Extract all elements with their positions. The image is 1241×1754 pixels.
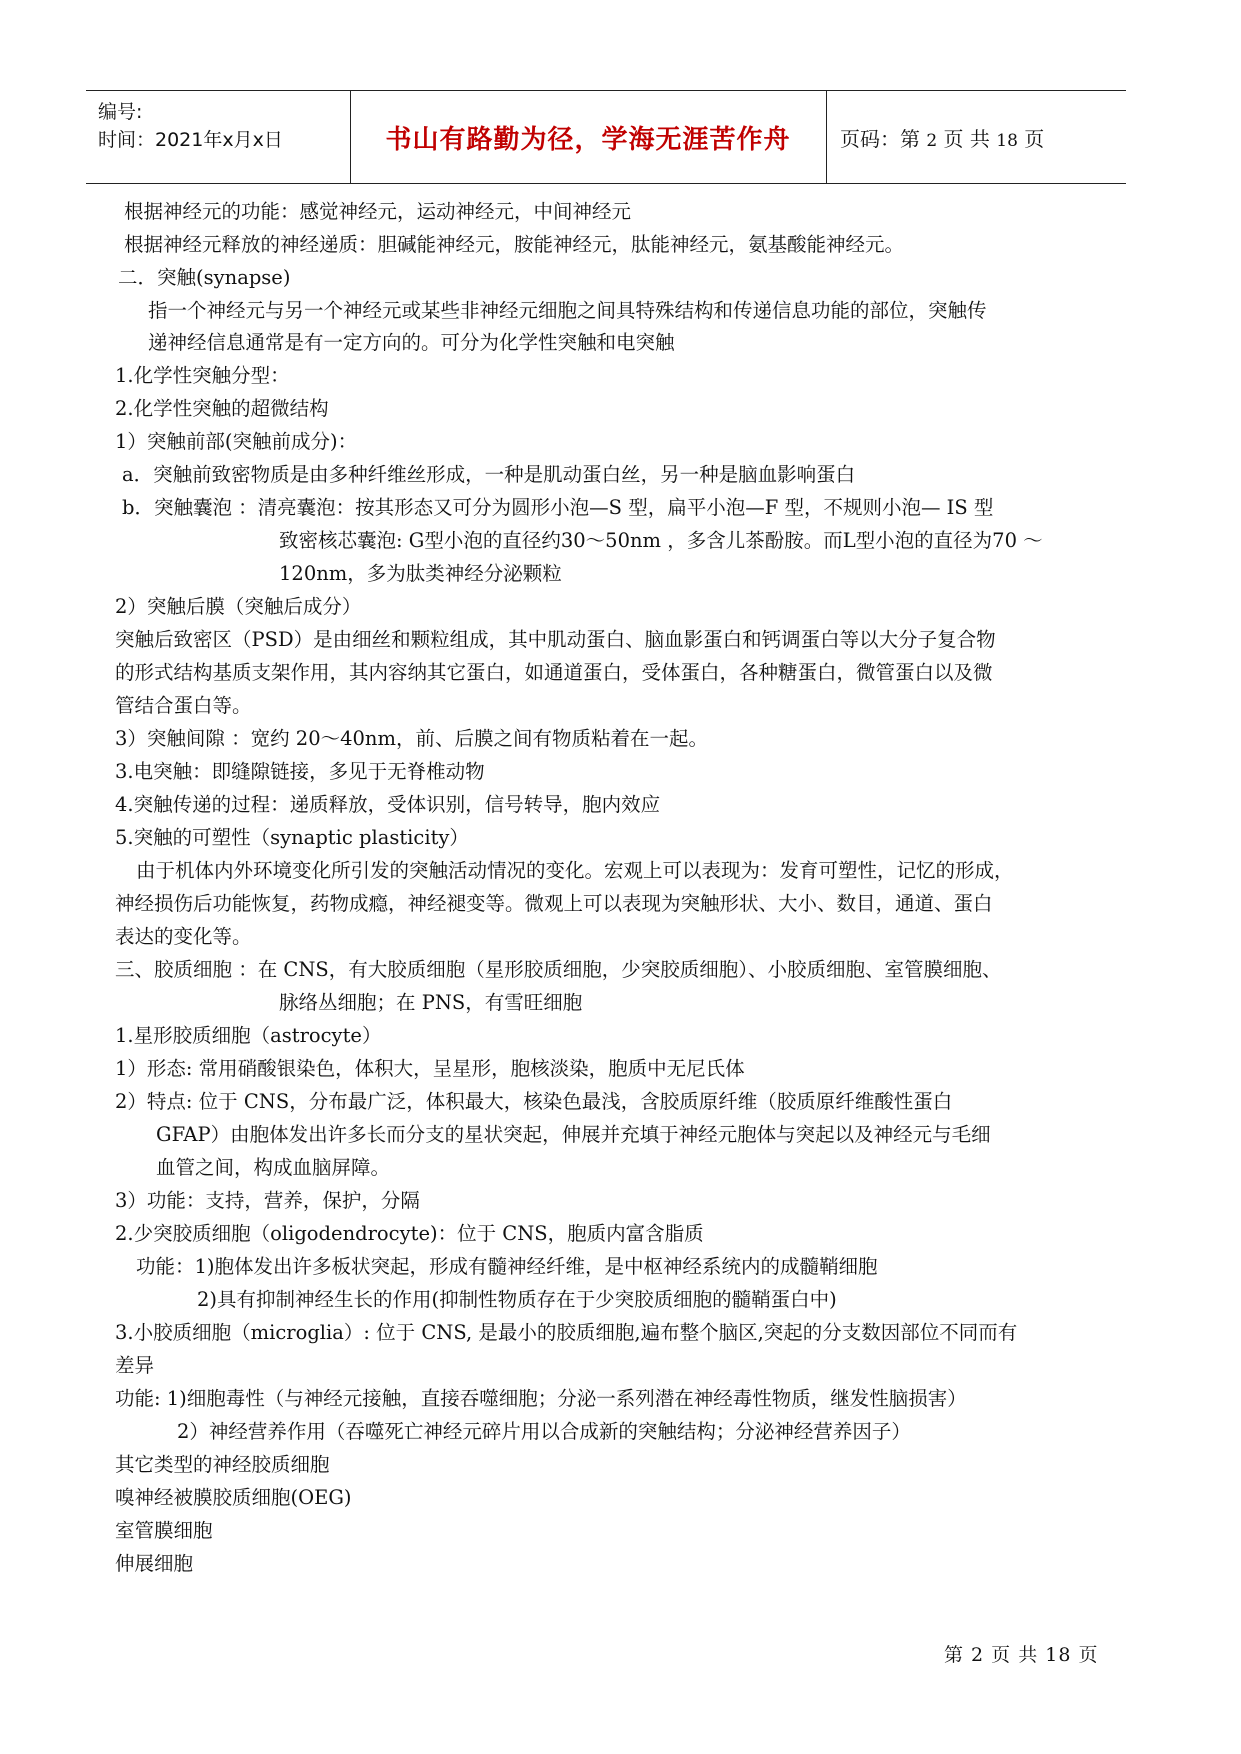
page-number: 2 [926, 130, 938, 151]
document-number-label: 编号: [98, 101, 143, 123]
text-line: 3）功能：支持，营养，保护，分隔 [115, 1189, 420, 1212]
text-line: b．突触囊泡 ：清亮囊泡：按其形态又可分为圆形小泡—S 型，扁平小泡—F 型，不规则小泡— IS 型 [122, 496, 994, 519]
text-line: 2.化学性突触的超微结构 [115, 397, 329, 420]
text-line: 致密核芯囊泡: G型小泡的直径约30～50nm ，多含儿茶酚胺。而L型小泡的直径为70 ～ [279, 529, 1043, 552]
text-line: 血管之间，构成血脑屏障。 [156, 1156, 391, 1179]
text-line: 5.突触的可塑性（synaptic plasticity） [115, 826, 469, 849]
page-header [86, 90, 1126, 184]
text-line: 伸展细胞 [115, 1552, 194, 1575]
text-line: 嗅神经被膜胶质细胞(OEG) [115, 1486, 352, 1509]
page-total: 18 [996, 130, 1018, 151]
text-line: 突触后致密区（PSD）是由细丝和颗粒组成，其中肌动蛋白、脑血影蛋白和钙调蛋白等以大分子复合物 [115, 628, 996, 651]
text-line: 4.突触传递的过程：递质释放，受体识别，信号转导，胞内效应 [115, 793, 661, 816]
text-line: 的形式结构基质支架作用，其内容纳其它蛋白，如通道蛋白，受体蛋白，各种糖蛋白，微管蛋白以及微 [115, 661, 993, 684]
text-line: 根据神经元的功能：感觉神经元，运动神经元，中间神经元 [124, 200, 632, 223]
header-left-cell [86, 91, 351, 183]
text-line: 1）突触前部(突触前成分)： [115, 430, 358, 453]
text-line: GFAP）由胞体发出许多长而分支的星状突起，伸展并充填于神经元胞体与突起以及神经元与毛细 [156, 1123, 991, 1146]
text-line: 功能: 1)细胞毒性（与神经元接触，直接吞噬细胞；分泌一系列潜在神经毒性物质，继发性脑损害） [115, 1387, 967, 1410]
text-line: 2）特点: 位于 CNS，分布最广泛，体积最大，核染色最浅，含胶质原纤维（胶质原纤维酸性蛋白 [115, 1090, 953, 1113]
text-line: 2）神经营养作用（吞噬死亡神经元碎片用以合成新的突触结构；分泌神经营养因子） [177, 1420, 911, 1443]
header-page-info [840, 123, 1044, 152]
header-page-cell [826, 91, 1126, 183]
text-line: 3.电突触：即缝隙链接，多见于无脊椎动物 [115, 760, 485, 783]
text-line: 120nm，多为肽类神经分泌颗粒 [279, 562, 562, 585]
text-line: 1）形态: 常用硝酸银染色，体积大，呈星形，胞核淡染，胞质中无尼氏体 [115, 1057, 745, 1080]
header-motto-cell [350, 91, 827, 183]
text-line: a．突触前致密物质是由多种纤维丝形成，一种是肌动蛋白丝，另一种是脑血影响蛋白 [122, 463, 856, 486]
text-line: 3）突触间隙 ：宽约 20～40nm，前、后膜之间有物质粘着在一起。 [115, 727, 708, 750]
text-line: 1.星形胶质细胞（astrocyte） [115, 1024, 382, 1047]
text-line: 2）突触后膜（突触后成分） [115, 595, 362, 618]
motto-text: 书山有路勤为径，学海无涯苦作舟 [385, 124, 791, 155]
page-suffix: 页 [1024, 126, 1045, 151]
text-line: 由于机体内外环境变化所引发的突触活动情况的变化。宏观上可以表现为：发育可塑性，记忆的形成， [136, 859, 1014, 882]
text-line: 2)具有抑制神经生长的作用(抑制性物质存在于少突胶质细胞的髓鞘蛋白中) [197, 1288, 837, 1311]
text-line: 差异 [115, 1354, 155, 1377]
text-line: 2.少突胶质细胞（oligodendrocyte)：位于 CNS，胞质内富含脂质 [115, 1222, 704, 1245]
text-line: 递神经信息通常是有一定方向的。可分为化学性突触和电突触 [148, 331, 675, 354]
text-line: 表达的变化等。 [115, 925, 252, 948]
text-line: 室管膜细胞 [115, 1519, 213, 1542]
page-footer: 第 2 页 共 18 页 [944, 1644, 1099, 1666]
text-line: 功能：1)胞体发出许多板状突起，形成有髓神经纤维，是中枢神经系统内的成髓鞘细胞 [136, 1255, 878, 1278]
text-line: 3.小胶质细胞（microglia）: 位于 CNS, 是最小的胶质细胞,遍布整个脑区,突起的分支数因部位不同而有 [115, 1321, 1018, 1344]
text-line: 三、胶质细胞 ：在 CNS，有大胶质细胞（星形胶质细胞，少突胶质细胞）、小胶质细胞、室管膜细胞、 [115, 958, 1002, 981]
text-line: 根据神经元释放的神经递质：胆碱能神经元，胺能神经元，肽能神经元，氨基酸能神经元。 [124, 233, 905, 256]
page-prefix: 页码：第 [840, 126, 920, 151]
text-line: 二．突触(synapse) [118, 266, 291, 289]
text-line: 脉络丛细胞；在 PNS，有雪旺细胞 [279, 991, 583, 1014]
text-line: 管结合蛋白等。 [115, 694, 252, 717]
page-mid: 页 共 [943, 126, 990, 151]
text-line: 其它类型的神经胶质细胞 [115, 1453, 330, 1476]
document-time-label: 时间：2021年x月x日 [98, 129, 283, 151]
text-line: 神经损伤后功能恢复，药物成瘾，神经褪变等。微观上可以表现为突触形状、大小、数目，通道、蛋白 [115, 892, 993, 915]
text-line: 指一个神经元与另一个神经元或某些非神经元细胞之间具特殊结构和传递信息功能的部位，突触传 [148, 299, 987, 322]
text-line: 1.化学性突触分型： [115, 364, 290, 387]
